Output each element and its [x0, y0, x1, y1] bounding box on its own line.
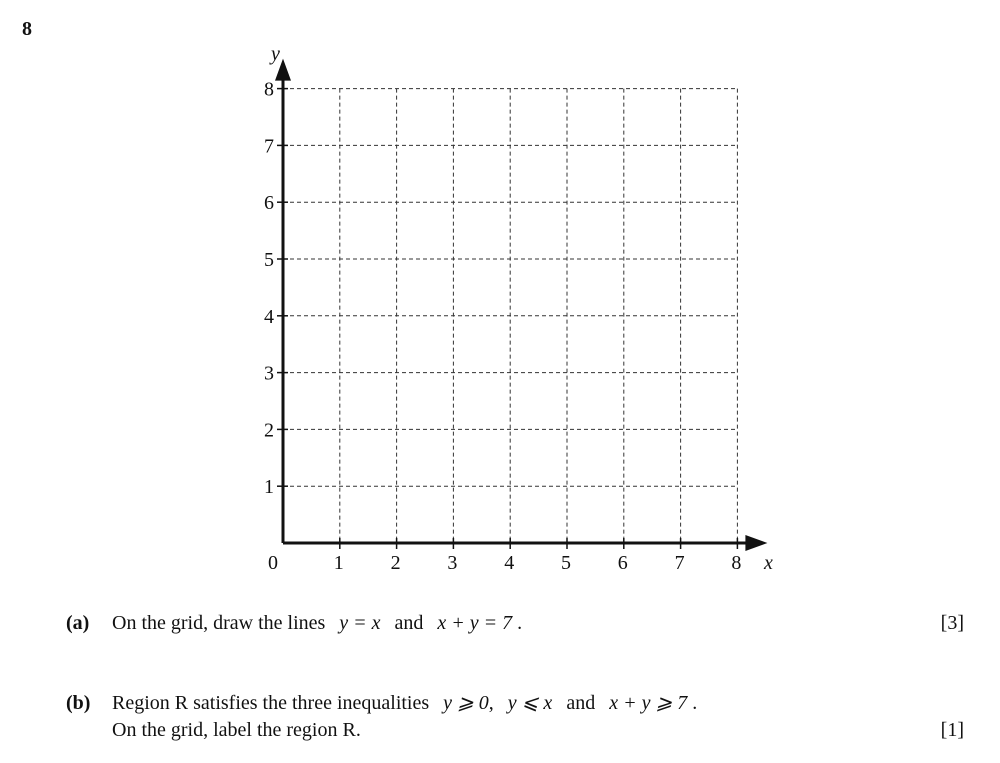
tick-labels [264, 79, 741, 574]
part-b-and: and [566, 692, 596, 714]
part-b-sep: , [488, 692, 494, 714]
equation-x-plus-y-equals-7: x + y = 7 [437, 612, 513, 634]
inequality-x-plus-y-geq-7: x + y ⩾ 7 [609, 692, 688, 714]
y-tick-label: 7 [264, 135, 274, 158]
y-tick-label: 5 [264, 249, 274, 271]
part-b-line2: On the grid, label the region R. [112, 719, 361, 741]
part-b-label: (b) [66, 692, 91, 714]
part-a-marks: [3] [940, 612, 964, 634]
equation-y-equals-x: y = x [339, 612, 381, 634]
inequality-y-geq-0: y ⩾ 0 [443, 692, 489, 714]
y-tick-label: 2 [264, 419, 274, 442]
part-b-text [112, 690, 697, 717]
x-tick-label: 1 [333, 552, 344, 574]
x-axis-label: x [764, 552, 773, 574]
part-a-label: (a) [66, 612, 90, 634]
grid-lines [283, 89, 737, 543]
part-a-instruction: On the grid, draw the lines [112, 612, 326, 634]
x-tick-label: 6 [617, 552, 628, 574]
y-tick-label: 1 [264, 476, 274, 499]
x-axis-arrow-icon [745, 535, 767, 551]
part-a-and: and [394, 612, 424, 634]
inequality-y-leq-x: y ⩽ x [507, 692, 553, 714]
x-tick-label: 3 [447, 552, 458, 574]
ticks [277, 89, 737, 549]
x-tick-label: 5 [561, 552, 571, 574]
y-axis-label: y [271, 43, 280, 65]
x-tick-label: 8 [731, 552, 742, 574]
part-b-end: . [692, 692, 698, 714]
question-number: 8 [22, 18, 32, 40]
x-tick-label: 0 [268, 552, 278, 574]
y-tick-label: 8 [264, 78, 274, 101]
x-tick-label: 7 [674, 552, 685, 574]
y-tick-label: 3 [264, 362, 274, 385]
part-b-marks: [1] [940, 719, 964, 741]
part-a-text [112, 610, 522, 637]
y-tick-label: 6 [264, 192, 274, 215]
axes [275, 59, 767, 551]
x-tick-label: 2 [390, 552, 401, 574]
part-b-instruction: Region R satisfies the three inequalities [112, 692, 430, 714]
x-tick-label: 4 [504, 552, 515, 574]
part-a-end: . [517, 612, 523, 634]
y-tick-label: 4 [264, 305, 274, 328]
